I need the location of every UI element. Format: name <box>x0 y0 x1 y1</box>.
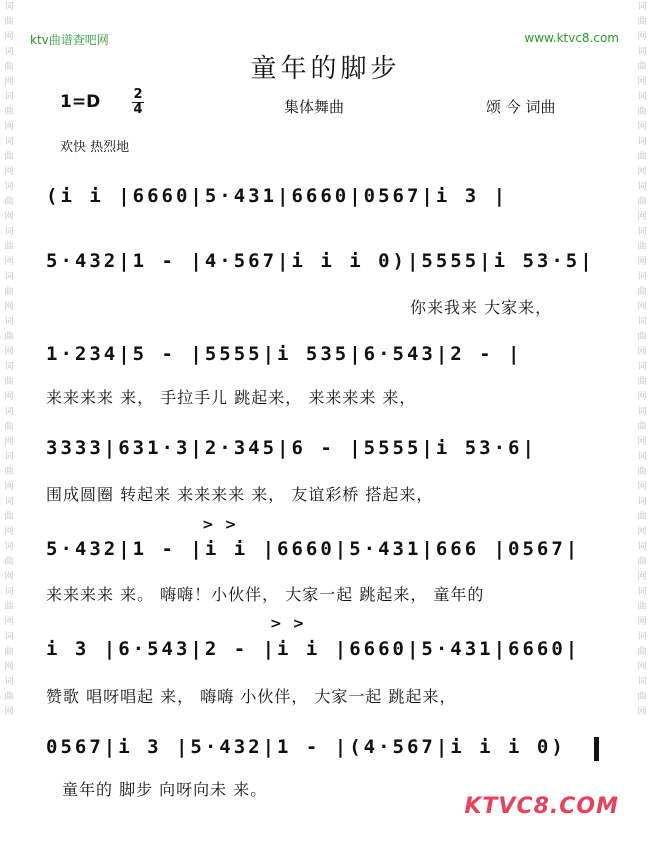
song-title: 童年的脚步 <box>250 54 401 84</box>
notation-line-2: 5·432|1 - |4·567|i i i 0)|5555|i 53·5| <box>46 250 595 272</box>
side-watermark-left: 词曲网词曲网词曲网词曲网词曲网词曲网词曲网词曲网词曲网词曲网词曲网词曲网词曲网词曲网词曲网词曲网 <box>4 2 14 717</box>
accent-marks-line-5: > > <box>202 517 240 533</box>
side-watermark-right: 词曲网词曲网词曲网词曲网词曲网词曲网词曲网词曲网词曲网词曲网词曲网词曲网词曲网词曲网词曲网词曲网 <box>637 2 647 717</box>
watermark-site-name: ktv曲谱查吧网 <box>30 33 109 47</box>
final-barline <box>594 737 599 761</box>
notation-line-7: 0567|i 3 |5·432|1 - |(4·567|i i i 0) <box>46 736 566 758</box>
notation-line-3: 1·234|5 - |5555|i 535|6·543|2 - | <box>46 343 523 365</box>
time-signature <box>131 88 145 117</box>
lyric-line-2: 你来我来 大家来， <box>410 298 553 317</box>
key-signature: 1=D <box>60 92 101 112</box>
song-credits: 颂 今 词曲 <box>486 98 556 116</box>
lyric-line-7: 童年的 脚步 向呀向未 来。 <box>62 780 268 799</box>
notation-line-5: 5·432|1 - |i i |6660|5·431|666 |0567| <box>46 538 581 560</box>
notation-line-4: 3333|631·3|2·345|6 - |5555|i 53·6| <box>46 437 537 459</box>
accent-marks-line-6: > > <box>270 616 308 632</box>
notation-line-1: (i i |6660|5·431|6660|0567|i 3 | <box>46 185 509 207</box>
ktvc8-logo: KTVC8.COM <box>464 794 619 819</box>
time-signature-bottom: 4 <box>133 102 143 117</box>
time-signature-top: 2 <box>133 87 143 102</box>
lyric-line-5: 来来来来 来。 嗨嗨！小伙伴， 大家一起 跳起来， 童年的 <box>46 585 485 604</box>
lyric-line-4: 围成圆圈 转起来 来来来来 来， 友谊彩桥 搭起来， <box>46 485 434 504</box>
lyric-line-6: 赞歌 唱呀唱起 来， 嗨嗨 小伙伴， 大家一起 跳起来， <box>46 687 457 706</box>
lyric-line-3: 来来来来 来， 手拉手儿 跳起来， 来来来来 来， <box>46 388 417 407</box>
tempo-marking: 欢快 热烈地 <box>60 140 130 155</box>
song-genre: 集体舞曲 <box>284 98 345 116</box>
watermark-site-url: www.ktvc8.com <box>524 31 619 45</box>
notation-line-6: i 3 |6·543|2 - |i i |6660|5·431|6660| <box>46 638 581 660</box>
